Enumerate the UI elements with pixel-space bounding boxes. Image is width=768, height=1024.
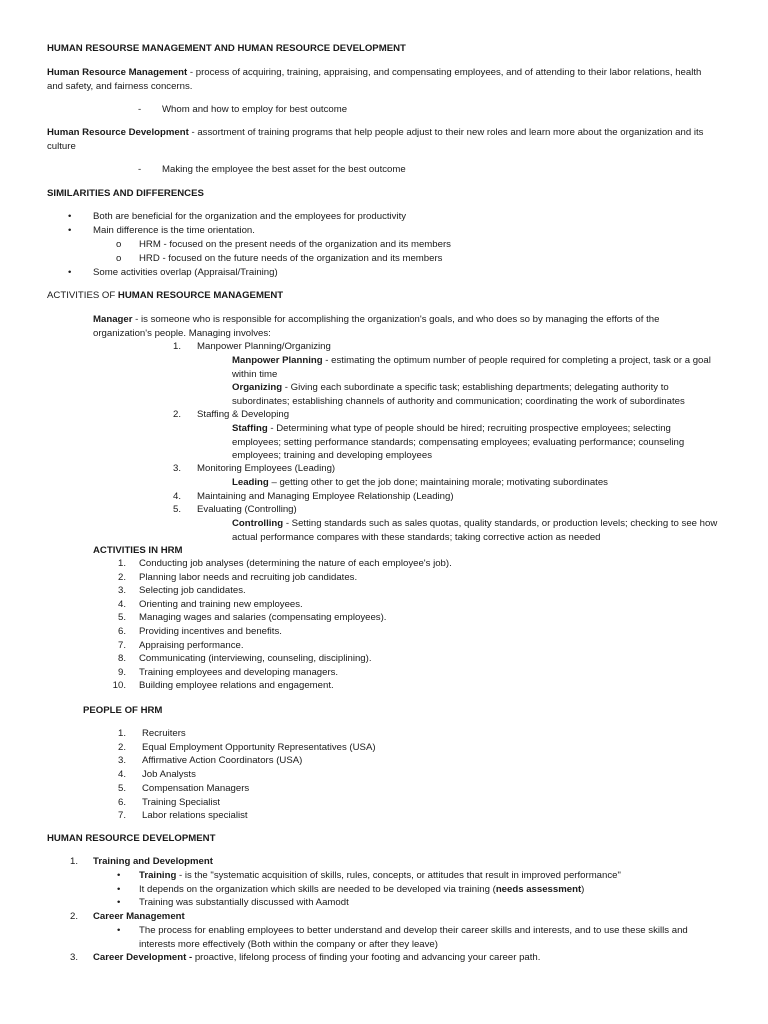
- activities-hrm-heading: ACTIVITIES OF HUMAN RESOURCE MANAGEMENT: [47, 290, 284, 301]
- function-number: 1.: [173, 341, 182, 352]
- list-item-number: 1.: [117, 728, 126, 739]
- hrm-dash-marker: -: [138, 104, 142, 115]
- hrd-section-heading: HUMAN RESOURCE DEVELOPMENT: [47, 833, 216, 844]
- manager-term: Manager: [93, 314, 133, 325]
- list-item-number: 5.: [117, 612, 126, 624]
- list-item: Communicating (interviewing, counseling, disciplining).: [139, 653, 372, 665]
- manpower-planning-definition: Manpower Planning - estimating the optimum number of people required for completing a project, task or a goal within time: [232, 355, 711, 380]
- list-item: Training Specialist: [142, 796, 221, 808]
- function-label: Evaluating (Controlling): [197, 504, 297, 515]
- similarity-sub-item: HRM - focused on the present needs of the organization and its members: [139, 239, 451, 250]
- function-number: 3.: [173, 463, 182, 474]
- function-number: 5.: [173, 504, 182, 515]
- similarities-heading: SIMILARITIES AND DIFFERENCES: [47, 188, 204, 199]
- hrd-item-number: 2.: [70, 911, 79, 922]
- hrm-definition-text: - process of acquiring, training, appraising, and compensating employees, and of attending to their labor relations, health and safety, and fairness concerns.: [47, 67, 702, 92]
- list-item: Providing incentives and benefits.: [139, 626, 282, 637]
- leading-definition: Leading – getting other to get the job done; maintaining morale; motivating subordinates: [232, 477, 608, 488]
- function-label: Maintaining and Managing Employee Relationship (Leading): [197, 491, 454, 502]
- list-item: Planning labor needs and recruiting job candidates.: [139, 571, 358, 583]
- list-item: Appraising performance.: [139, 639, 244, 651]
- list-item-number: 9.: [117, 666, 126, 678]
- list-item-number: 1.: [117, 558, 126, 569]
- manager-definition-text: - is someone who is responsible for accomplishing the organization's goals, and who does so by managing the efforts of the organization's people. Managing involves:: [93, 314, 660, 339]
- list-item: Conducting job analyses (determining the nature of each employee's job).: [139, 558, 452, 569]
- list-item-number: 7.: [117, 810, 126, 822]
- manager-definition: [93, 313, 718, 340]
- bullet-marker: •: [68, 211, 72, 222]
- hrm-dash-text: Whom and how to employ for best outcome: [162, 104, 348, 115]
- bullet-marker: •: [117, 897, 121, 908]
- staffing-definition: Staffing - Determining what type of people should be hired; recruiting prospective employees; selecting employees; setting performance standards; compensating employees; evaluating performance; counseling employees; training and developing employees: [232, 423, 685, 462]
- hrd-item-number: 3.: [70, 952, 79, 963]
- hrd-definition-text: - assortment of training programs that help people adjust to their new roles and learn more about the organization and its culture: [47, 127, 704, 152]
- sub-bullet-marker: o: [116, 239, 122, 250]
- bullet-marker: •: [117, 870, 121, 881]
- hrd-dash-text: Making the employee the best asset for the best outcome: [162, 164, 406, 175]
- people-of-hrm-heading: PEOPLE OF HRM: [83, 705, 163, 716]
- hrd-item-label: Career Management: [93, 911, 185, 922]
- bullet-marker: •: [117, 925, 121, 936]
- list-item-number: 4.: [117, 598, 126, 610]
- aamodt-item: Training was substantially discussed with Aamodt: [139, 897, 349, 908]
- organizing-definition: Organizing - Giving each subordinate a specific task; establishing departments; delegating authority to subordinates; establishing channels of authority and communication; coordinating the work of subordinates: [232, 382, 685, 407]
- hrd-term: Human Resource Development: [47, 127, 189, 138]
- hrd-definition: [47, 126, 717, 153]
- career-development-item: Career Development - proactive, lifelong process of finding your footing and advancing your career path.: [93, 952, 541, 963]
- list-item: Affirmative Action Coordinators (USA): [142, 755, 303, 767]
- hrd-item-label: Training and Development: [93, 856, 213, 867]
- document-title: HUMAN RESOURSE MANAGEMENT AND HUMAN RESOURCE DEVELOPMENT: [47, 43, 406, 54]
- hrd-dash-marker: -: [138, 164, 142, 175]
- function-label: Staffing & Developing: [197, 409, 290, 420]
- similarity-sub-item: HRD - focused on the future needs of the organization and its members: [139, 253, 443, 264]
- list-item-number: 5.: [117, 782, 126, 794]
- list-item: Equal Employment Opportunity Representatives (USA): [142, 741, 376, 753]
- list-item: Compensation Managers: [142, 782, 250, 794]
- list-item: Training employees and developing managers.: [139, 666, 339, 678]
- controlling-definition: Controlling - Setting standards such as sales quotas, quality standards, or production levels; checking to see how actual performance compares with these standards; taking corrective action as needed: [232, 518, 718, 543]
- list-item: Orienting and training new employees.: [139, 598, 303, 610]
- list-item-number: 6.: [117, 626, 126, 637]
- hrm-definition: [47, 66, 717, 93]
- function-number: 4.: [173, 491, 182, 502]
- list-item-number: 8.: [117, 653, 126, 665]
- list-item-number: 3.: [117, 755, 126, 767]
- list-item-number: 3.: [117, 585, 126, 597]
- similarity-item: Both are beneficial for the organization and the employees for productivity: [93, 211, 407, 222]
- similarity-item: Main difference is the time orientation.: [93, 225, 255, 236]
- sub-bullet-marker: o: [116, 253, 122, 264]
- bullet-marker: •: [117, 884, 121, 895]
- list-item-number: 2.: [117, 571, 126, 583]
- bullet-marker: •: [68, 267, 72, 278]
- list-item-number: 6.: [117, 796, 126, 808]
- similarity-item: Some activities overlap (Appraisal/Training): [93, 267, 278, 278]
- list-item: Managing wages and salaries (compensating employees).: [139, 612, 387, 624]
- list-item: Selecting job candidates.: [139, 585, 246, 597]
- function-number: 2.: [173, 409, 182, 420]
- needs-assessment-item: It depends on the organization which skills are needed to be developed via training (needs assessment): [139, 884, 585, 895]
- list-item: Job Analysts: [142, 769, 196, 781]
- list-item-number: 4.: [117, 769, 126, 781]
- activities-in-hrm-heading: ACTIVITIES IN HRM: [93, 545, 183, 556]
- function-label: Monitoring Employees (Leading): [197, 463, 336, 474]
- function-label: Manpower Planning/Organizing: [197, 341, 331, 352]
- list-item: Labor relations specialist: [142, 810, 248, 822]
- hrd-item-number: 1.: [70, 856, 79, 867]
- list-item-number: 7.: [117, 639, 126, 651]
- career-management-text: The process for enabling employees to better understand and develop their career skills and interests, and to use these skills and interests more effectively (Both within the company or after they leave): [139, 925, 688, 950]
- hrm-term: Human Resource Management: [47, 67, 188, 78]
- list-item: Recruiters: [142, 728, 186, 739]
- training-definition: Training - is the "systematic acquisition of skills, rules, concepts, or attitudes that result in improved performance": [139, 870, 621, 881]
- list-item-number: 2.: [117, 741, 126, 753]
- bullet-marker: •: [68, 225, 72, 236]
- list-item-number: 10.: [112, 680, 126, 692]
- list-item: Building employee relations and engagement.: [139, 680, 334, 692]
